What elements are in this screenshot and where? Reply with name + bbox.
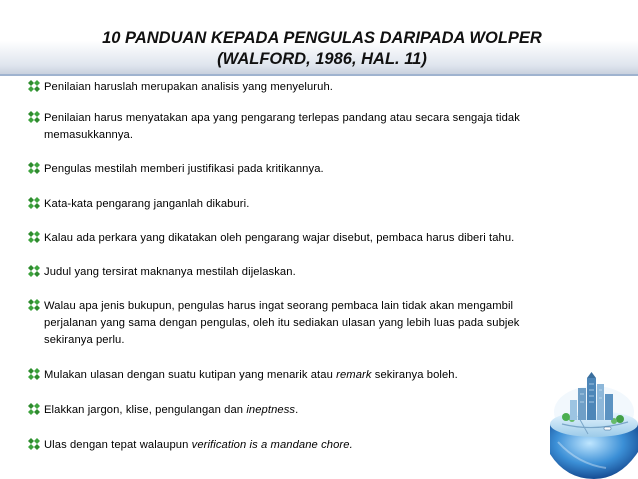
globe-city-icon [548,372,638,479]
list-item-text: Kata-kata pengarang janganlah dikaburi. [44,198,250,210]
diamond-bullet-icon [28,162,40,174]
list-item-text: Mulakan ulasan dengan suatu kutipan yang menarik atau remark sekiranya boleh. [44,369,458,381]
diamond-bullet-icon [28,368,40,380]
diamond-bullet-icon [28,299,40,311]
list-item [44,161,604,178]
list-item-text: Pengulas mestilah memberi justifikasi pada kritikannya. [44,163,324,175]
list-item [44,79,604,96]
list-item-text: memasukkannya. [44,129,134,141]
list-item-text: Judul yang tersirat maknanya mestilah dijelaskan. [44,266,296,278]
diamond-bullet-icon [28,197,40,209]
list-item-text: Kalau ada perkara yang dikatakan oleh pengarang wajar disebut, pembaca harus diberi tahu. [44,232,515,244]
list-item-text: Penilaian haruslah merupakan analisis yang menyeluruh. [44,81,333,93]
diamond-bullet-icon [28,403,40,415]
list-item [44,298,604,349]
slide-title [62,28,582,70]
slide-title-line-2: (WALFORD, 1986, HAL. 11) [217,50,427,68]
list-item-text: sekiranya perlu. [44,334,125,346]
list-item [44,402,604,419]
list-item [44,110,604,144]
title-divider [0,74,638,76]
list-item-text: Penilaian harus menyatakan apa yang pengarang terlepas pandang atau secara sengaja tidak [44,112,520,124]
diamond-bullet-icon [28,231,40,243]
list-item-text: perjalanan yang sama dengan pengulas, oleh itu sediakan ulasan yang lebih luas pada subjek [44,317,520,329]
slide-title-line-1: 10 PANDUAN KEPADA PENGULAS DARIPADA WOLPER [102,29,542,47]
list-item [44,196,604,213]
diamond-bullet-icon [28,438,40,450]
list-item [44,367,604,384]
diamond-bullet-icon [28,80,40,92]
diamond-bullet-icon [28,265,40,277]
list-item [44,230,604,247]
list-item [44,264,604,281]
list-item-text: Ulas dengan tepat walaupun verification is a mandane chore. [44,439,353,451]
list-item-text: Walau apa jenis bukupun, pengulas harus ingat seorang pembaca lain tidak akan mengambil [44,300,514,312]
list-item [44,437,604,454]
list-item-text: Elakkan jargon, klise, pengulangan dan ineptness. [44,404,299,416]
diamond-bullet-icon [28,111,40,123]
